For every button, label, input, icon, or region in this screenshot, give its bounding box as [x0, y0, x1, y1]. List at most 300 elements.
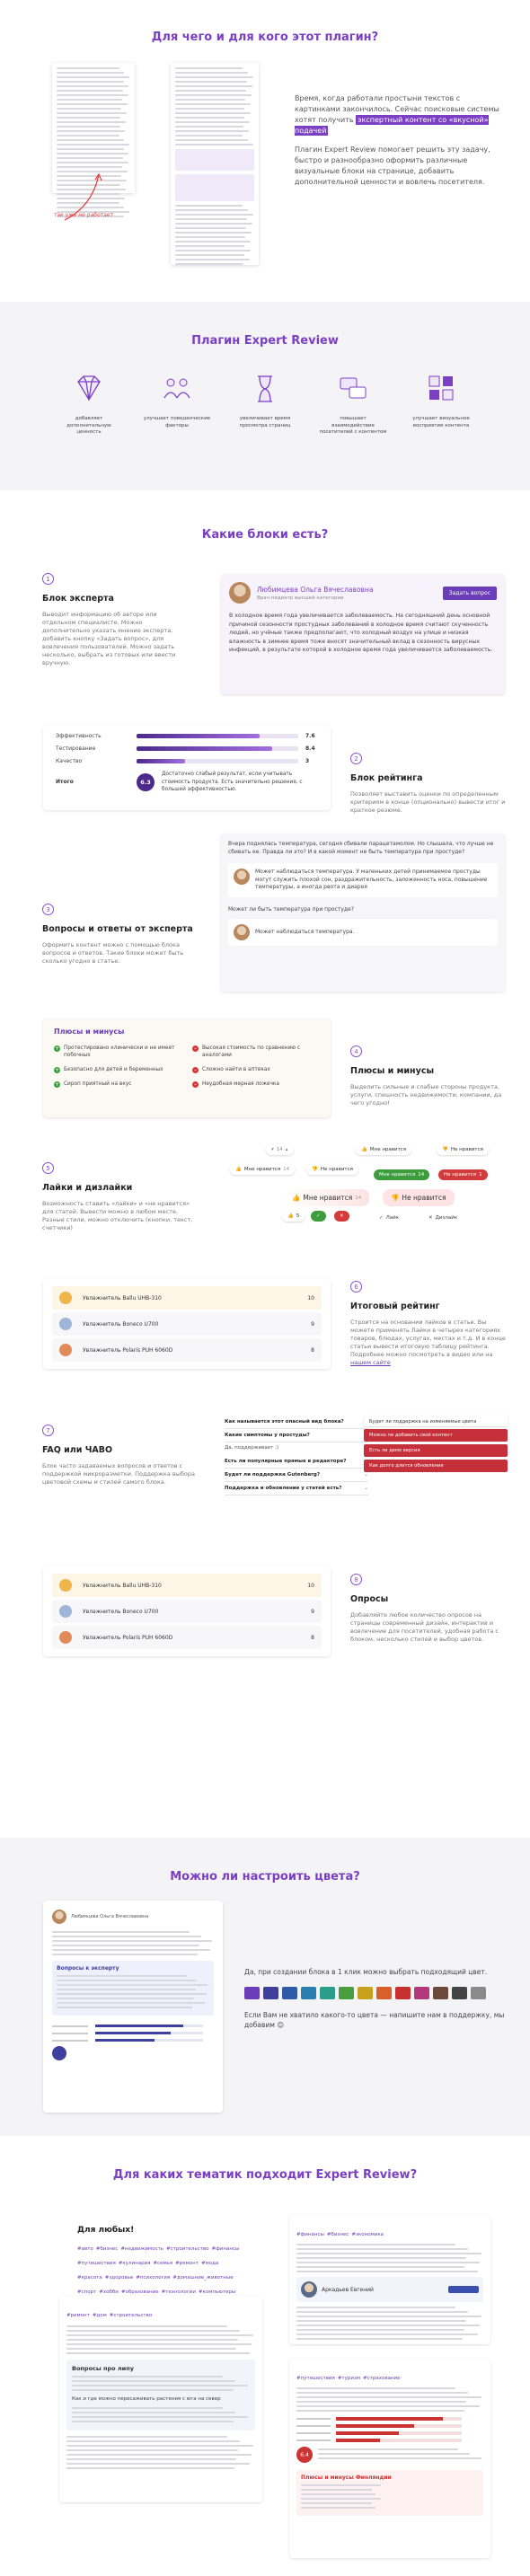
topic-tag[interactable]: #дом	[92, 2313, 107, 2318]
topic-tag[interactable]: #здоровье	[104, 2275, 134, 2280]
qa-card	[221, 834, 505, 992]
feature-label: повышает взаимодействие посетителей с контентом	[319, 416, 387, 435]
plus-item	[54, 1045, 180, 1059]
medal-icon	[59, 1631, 72, 1644]
review-value: 8.4	[305, 745, 315, 752]
topic-tag[interactable]: #домашние_животные	[172, 2275, 234, 2280]
like-button[interactable]	[374, 1169, 429, 1180]
text-line	[57, 1980, 197, 1981]
topic-tag[interactable]: #экономика	[351, 2232, 384, 2237]
item-name: Увлажнитель Polaris PUH 6060D	[83, 1346, 173, 1354]
color-swatch[interactable]	[301, 1987, 316, 1999]
dislike-button[interactable]: ✕	[334, 1211, 349, 1222]
text-line	[175, 245, 244, 247]
faq-item[interactable]	[225, 1416, 368, 1429]
thumbs-up-icon: 👍	[292, 1194, 301, 1202]
color-swatch[interactable]	[339, 1987, 354, 1999]
item-score: 8	[311, 1634, 314, 1641]
mini-bar-row	[52, 2032, 214, 2034]
like-count: 14	[283, 1167, 290, 1172]
faq-item[interactable]	[225, 1429, 368, 1442]
feature-label: добавляет дополнительную ценность	[66, 416, 111, 435]
text-line	[296, 2253, 481, 2254]
plus-icon: +	[54, 1067, 60, 1073]
text-line	[296, 2392, 468, 2394]
text-line	[57, 139, 124, 141]
mini-label	[296, 2425, 331, 2427]
section-title-colors: Можно ли настроить цвета?	[170, 1870, 360, 1883]
like-button[interactable]: ✓ Лайк	[379, 1215, 400, 1221]
dislike-button[interactable]	[437, 1144, 489, 1155]
text-line	[57, 94, 128, 96]
text-line	[296, 2257, 466, 2259]
faq-question: Можно ли добавить свой контент	[369, 1433, 453, 1438]
color-swatch[interactable]	[358, 1987, 373, 1999]
like-label: Мне нравится	[379, 1172, 416, 1178]
text-line	[175, 223, 252, 225]
minus-icon: –	[194, 1045, 197, 1052]
block-faq-info	[42, 1425, 195, 1486]
plus-text: Сироп приятный на вкус	[64, 1081, 132, 1087]
text-line	[66, 2445, 253, 2447]
topic-tag[interactable]: #технологии	[161, 2289, 196, 2295]
faq-question: Какие симптомы у простуды?	[225, 1433, 310, 1438]
plus-icon: +	[54, 1045, 60, 1052]
avatar	[229, 582, 251, 604]
text-line	[175, 205, 243, 207]
mini-bar-track	[336, 2417, 462, 2421]
pros-cons-title: Плюсы и минусы	[54, 1028, 125, 1036]
text-line	[57, 117, 120, 119]
text-line	[296, 2405, 480, 2407]
text-line	[57, 1998, 194, 1999]
topic-card-review	[289, 2359, 490, 2558]
topic-tag[interactable]: #финансы	[296, 2232, 324, 2237]
text-line	[57, 81, 124, 83]
faq-item[interactable]	[225, 1482, 368, 1495]
dislike-label: Не нравится	[402, 1194, 446, 1202]
review-bar-fill	[137, 759, 185, 763]
feature-list	[0, 373, 530, 437]
text-line	[57, 112, 127, 114]
text-line	[301, 2484, 381, 2486]
item-score: 10	[307, 1582, 314, 1589]
likes-demo	[230, 1144, 508, 1257]
mini-label	[52, 2033, 88, 2034]
plus-text: Протестировано клинически и не имеет побочных	[64, 1045, 175, 1058]
text-line	[175, 85, 252, 87]
color-swatch[interactable]	[244, 1987, 260, 1999]
review-bar-track	[137, 734, 298, 738]
text-line	[57, 1975, 187, 1977]
minus-text: Неудобная мерная ложечка	[202, 1081, 279, 1087]
text-line	[57, 1984, 208, 1986]
topic-tag[interactable]: #кулинария	[118, 2261, 151, 2266]
text-line	[175, 241, 251, 243]
faq-item[interactable]	[225, 1469, 368, 1482]
mini-label	[296, 2439, 331, 2441]
dislike-label: Не нравится	[450, 1147, 483, 1152]
rating-row[interactable]	[52, 1286, 322, 1310]
text-line	[66, 2454, 252, 2456]
faq-question: Будет ли поддержка на изменяемые цвета	[369, 1419, 477, 1425]
text-line	[296, 2244, 455, 2245]
mini-bar-fill	[336, 2439, 380, 2442]
minus-icon: –	[194, 1081, 197, 1088]
topic-tag[interactable]: #туризм	[337, 2376, 361, 2381]
text-line	[57, 153, 128, 154]
text-line	[175, 121, 250, 123]
expert-text: В холодное время года увеличивается заболеваемость. На сегодняшний день основной причиной сезонности простудных заболеваний в холодное время считают скученность людей, но учёные также предполагают, что холодный воздух на улице и низкая влажность в зимнее время тоже вносят значительный вклад в сезонность вирусных инфекций, в результате которой в холодное время года увеличивается заболеваемость.	[229, 613, 493, 653]
topic-card-qa	[59, 2296, 262, 2502]
text-line	[57, 1989, 196, 1990]
text-line	[57, 144, 129, 146]
block-polls-info	[350, 1574, 508, 1644]
dislike-button[interactable]	[438, 1169, 488, 1180]
dislike-label: Дизлайк	[435, 1215, 458, 1221]
mini-bar-track	[336, 2439, 462, 2442]
like-widget[interactable]: ▾ 14 ▴	[266, 1144, 294, 1155]
mini-bar-track	[95, 2032, 203, 2034]
feature-label: улучшает визуальное восприятие контента	[412, 416, 470, 428]
topic-tag[interactable]: #недвижимость	[120, 2246, 164, 2252]
review-row	[56, 733, 318, 739]
mini-bar-row	[52, 2025, 214, 2027]
text-line	[175, 214, 253, 216]
site-link[interactable]: нашем сайте	[350, 1359, 391, 1366]
review-label: Качество	[56, 758, 83, 764]
colors-paragraph-1: Да, при создании блока в 1 клик можно выбрать подходящий цвет.	[244, 1968, 488, 1976]
feature-label: улучшает поведенческие факторы	[143, 416, 211, 428]
text-line	[175, 209, 248, 211]
topic-tag[interactable]: #строительство	[166, 2246, 209, 2252]
rating-row[interactable]	[52, 1626, 322, 1649]
dislike-button[interactable]	[383, 1189, 455, 1206]
text-line	[66, 2449, 238, 2451]
block-likes-info	[42, 1162, 195, 1232]
rating-row[interactable]	[52, 1600, 322, 1623]
section-topics	[0, 2136, 530, 2576]
plus-item	[54, 1066, 180, 1073]
text-line	[296, 2316, 481, 2317]
text-line	[52, 1949, 210, 1951]
ask-question-button[interactable]	[448, 2286, 479, 2293]
colors-text	[244, 1968, 505, 2030]
text-line	[296, 2401, 466, 2403]
text-line	[66, 2436, 227, 2438]
text-line	[175, 81, 247, 83]
text-line	[66, 2330, 240, 2332]
who-paragraph-1: Время, когда работали простыни текстов с картинками закончилось. Сейчас поисковые системы хотят получить	[295, 94, 499, 124]
block-title: Лайки и дизлайки	[42, 1183, 133, 1193]
like-count: 5	[296, 1213, 300, 1219]
item-name: Увлажнитель Ballu UHB-310	[83, 1294, 162, 1301]
like-count: 14	[418, 1172, 425, 1178]
text-line	[57, 162, 128, 163]
chevron-down-icon: ⌄	[364, 1486, 368, 1491]
topic-tag[interactable]: #страхование	[363, 2376, 401, 2381]
who-paragraph-2: Плагин Expert Review помогает решить эту задачу, быстро и разнообразно оформить различные визуальные блоки на странице, добавить дополнительной ценности и вовлечь посетителя.	[295, 146, 490, 186]
review-row	[56, 745, 318, 752]
text-line	[66, 2334, 253, 2336]
section-title-topics: Для каких тематик подходит Expert Review?	[112, 2168, 418, 2182]
topic-tag[interactable]: #ремонт	[66, 2313, 90, 2318]
block-description: Позволяет выставить оценки по определенным критериям в конце (опционально) вывести итог и краткое резюме.	[350, 790, 506, 814]
text-line	[296, 2311, 468, 2313]
total-label: Итого	[56, 779, 74, 786]
topic-tag[interactable]: #семья	[153, 2261, 173, 2266]
mini-bar-track	[336, 2424, 462, 2428]
text-line	[175, 99, 245, 101]
minus-item	[192, 1045, 318, 1059]
answer-1: Может наблюдаться температура. У маленьких детей принимаемое простуды могут служить плохой сон, раздражительность, заложенность носа, повышение температуры, а иногда рвота и диарея	[255, 869, 488, 890]
thumbs-up-icon: 👍	[235, 1167, 242, 1172]
total-score: 6.4	[296, 2447, 313, 2463]
text-line	[175, 76, 253, 78]
doc-mockup-expert	[171, 63, 259, 265]
colors-paragraph-2: Если Вам не хватило какого-то цвета — напишите нам в поддержку, мы добавим 😊	[244, 2011, 505, 2029]
topic-tag[interactable]: #хобби	[99, 2289, 119, 2295]
color-swatch[interactable]	[414, 1987, 429, 1999]
dislike-label: Не нравится	[444, 1172, 477, 1178]
dislike-label: Не нравится	[320, 1167, 353, 1172]
text-line	[72, 2407, 223, 2409]
like-count: 14	[355, 1195, 362, 1201]
text-line	[72, 2380, 235, 2382]
text-line	[175, 232, 252, 234]
block-number: 3	[42, 904, 54, 915]
color-swatch[interactable]	[320, 1987, 335, 1999]
review-label: Эффективность	[56, 733, 102, 739]
topic-tag[interactable]: #бизнес	[95, 2246, 119, 2252]
topic-tag[interactable]: #бизнес	[326, 2232, 349, 2237]
topics-any-title: Для любых!	[77, 2226, 135, 2235]
text-line	[175, 263, 243, 265]
people-icon	[161, 373, 193, 409]
text-line	[175, 227, 246, 229]
color-swatch[interactable]	[282, 1987, 297, 1999]
avatar	[301, 2281, 317, 2298]
section-colors	[0, 1838, 530, 2136]
text-line	[318, 2453, 470, 2455]
expert-role: Врач-педиатр высшей категории	[257, 595, 344, 601]
review-bar-track	[137, 746, 298, 751]
like-label: Мне нравится	[369, 1147, 407, 1152]
rating-row[interactable]	[52, 1338, 322, 1362]
dislike-button[interactable]	[306, 1164, 358, 1175]
thumbs-down-icon: 👎	[391, 1194, 400, 1202]
topic-tag[interactable]: #психология	[136, 2275, 171, 2280]
like-button[interactable]	[230, 1164, 295, 1175]
text-line	[66, 2343, 252, 2345]
like-button[interactable]: ✓	[311, 1211, 326, 1222]
text-line	[72, 2389, 234, 2391]
text-line	[301, 2498, 381, 2500]
like-button[interactable]	[284, 1189, 369, 1206]
item-name: Увлажнитель Ballu UHB-310	[83, 1582, 162, 1589]
rating-desc-text: Строится на основании лайков в статье. Вы можете применять Лайки в четырех категориях товаров, блюдах, услугах, местах и т.д. И в конце статьи вывести итоговую таблицу рейтинга. Подробнее можно посмотреть в видео или на	[350, 1319, 506, 1358]
block-description: Добавляйте любое количество опросов на страницы современный дизайн, интерактив и вовлечение для посетителей, удобная работа с блоком, несколько стилей и выбор цветов.	[350, 1611, 499, 1643]
medal-icon	[59, 1292, 72, 1304]
mini-bar-row	[52, 2039, 214, 2042]
color-swatches	[244, 1987, 505, 1999]
mini-label	[52, 2040, 88, 2042]
faq-answer: Да, поддерживает :)	[225, 1445, 279, 1451]
faq-question: Будет ли поддержка Gutenberg?	[225, 1472, 321, 1478]
item-score: 8	[311, 1346, 314, 1354]
block-number: 2	[350, 753, 362, 764]
text-line	[57, 126, 120, 128]
text-line	[57, 130, 125, 132]
mini-bar-track	[336, 2431, 462, 2435]
topic-card-expert	[289, 2215, 490, 2344]
color-swatch[interactable]	[395, 1987, 411, 1999]
faq-item[interactable]	[364, 1429, 508, 1442]
text-line	[52, 1945, 199, 1946]
text-line	[72, 2421, 234, 2422]
avatar	[52, 1910, 66, 1924]
text-line	[66, 2467, 234, 2469]
topic-tag[interactable]: #финансы	[211, 2246, 240, 2252]
text-line	[296, 2387, 455, 2389]
topic-tag[interactable]: #компьютеры	[198, 2289, 236, 2295]
text-line	[57, 2002, 205, 2004]
medal-icon	[59, 1344, 72, 1356]
review-label: Тестирование	[56, 745, 96, 752]
topic-tag[interactable]: #красота	[77, 2275, 102, 2280]
like-button[interactable]	[356, 1144, 411, 1155]
block-title: Вопросы и ответы от эксперта	[42, 924, 193, 934]
color-swatch[interactable]	[376, 1987, 392, 1999]
text-line	[175, 103, 251, 105]
medal-icon	[59, 1605, 72, 1618]
rating-row[interactable]	[52, 1312, 322, 1336]
text-line	[175, 126, 243, 128]
review-bar-fill	[137, 746, 272, 751]
text-line	[57, 135, 119, 137]
who-text	[295, 93, 501, 188]
block-title: Итоговый рейтинг	[350, 1301, 440, 1311]
text-line	[296, 2325, 480, 2326]
text-line	[175, 90, 246, 92]
topic-tag[interactable]: #мода	[200, 2261, 219, 2266]
text-line	[296, 2307, 455, 2308]
review-bar-fill	[137, 734, 260, 738]
text-line	[57, 157, 123, 159]
who-highlight: экспертный контент со «вкусной» подачей	[295, 116, 489, 135]
rating-card	[43, 1279, 331, 1369]
text-line	[52, 1954, 198, 1955]
text-line	[175, 117, 244, 119]
blocks-icon	[425, 373, 457, 409]
topic-tag[interactable]: #строительство	[109, 2313, 153, 2318]
mini-bar-row	[296, 2431, 483, 2435]
faq-question: Есть ли популярные прямые в редакторе?	[225, 1459, 347, 1464]
mini-bar-fill	[336, 2431, 399, 2435]
topic-question: Как и где можно пересаживать растения с юга на север	[72, 2396, 221, 2402]
text-line	[52, 1931, 190, 1933]
pros-cons-card	[43, 1019, 331, 1117]
ask-question-button[interactable]: Задать вопрос	[443, 587, 497, 600]
block-description: Выделить сильные и слабые стороны продукта, услуги, спешность недвижимости, компании, да чего угодно!	[350, 1083, 502, 1107]
dislike-button[interactable]: ✕ Дизлайк	[428, 1215, 458, 1221]
color-swatch[interactable]	[433, 1987, 448, 1999]
text-line	[57, 166, 122, 168]
block-review-info	[350, 753, 508, 815]
topic-tag[interactable]: #авто	[77, 2246, 93, 2252]
text-line	[296, 2248, 468, 2250]
color-swatch[interactable]	[452, 1987, 467, 1999]
topic-tag[interactable]: #образование	[120, 2289, 159, 2295]
text-line	[66, 2440, 240, 2442]
faq-item[interactable]	[364, 1444, 508, 1457]
text-line	[175, 94, 252, 96]
section-who	[0, 0, 530, 262]
block-description	[350, 1319, 508, 1367]
text-line	[72, 2376, 223, 2378]
text-line	[296, 2266, 464, 2268]
topic-tag[interactable]: #спорт	[77, 2289, 97, 2295]
text-line	[57, 67, 119, 69]
mini-bar-track	[95, 2025, 203, 2027]
text-line	[175, 144, 253, 146]
topic-tag[interactable]: #ремонт	[175, 2261, 199, 2266]
color-swatch[interactable]	[471, 1987, 486, 1999]
text-line	[72, 2412, 235, 2413]
minus-item	[192, 1081, 318, 1088]
faq-item[interactable]	[364, 1460, 508, 1472]
like-button[interactable]: 👍 5	[282, 1211, 305, 1222]
block-rating-info	[350, 1281, 508, 1367]
item-score: 9	[311, 1608, 314, 1615]
review-value: 7.6	[305, 733, 315, 739]
review-summary: Достаточно слабый результат, если учитывать стоимость продукта. Есть значительно решения, с большей эффективностью.	[162, 772, 303, 792]
faq-question: Как долго длится обновление	[369, 1463, 444, 1469]
faq-item[interactable]	[225, 1455, 368, 1469]
text-line	[175, 250, 251, 251]
total-score	[52, 2046, 66, 2060]
mini-bar-fill	[336, 2424, 414, 2428]
rating-row[interactable]	[52, 1574, 322, 1597]
topic-tag[interactable]: #путешествия	[296, 2376, 335, 2381]
chevron-down-icon: ⌄	[364, 1472, 368, 1478]
block-qa-info	[42, 904, 195, 966]
section-title-plugin: Плагин Expert Review	[191, 334, 339, 348]
text-line	[57, 108, 121, 110]
color-swatch[interactable]	[263, 1987, 278, 1999]
text-line	[296, 2338, 463, 2340]
text-line	[57, 2007, 192, 2008]
block-number: 4	[350, 1045, 362, 1057]
mini-expert-name: Любимцева Ольга Вячеславовна	[71, 1914, 149, 1919]
poll-card	[43, 1566, 331, 1656]
feature-item	[230, 373, 300, 437]
block-number: 1	[42, 573, 54, 585]
section-blocks	[0, 490, 530, 1838]
faq-item[interactable]	[364, 1416, 508, 1426]
topic-tag[interactable]: #путешествия	[77, 2261, 116, 2266]
block-title: Блок рейтинга	[350, 773, 423, 783]
block-description: Выводит информацию об авторе или отдельном специалисте. Можно дополнительно указать мнение эксперта, добавить кнопку «Задать вопрос», для вовлечения пользователей. Можно задать несколько, выбрать из готовых или ввести вручную.	[42, 611, 176, 666]
like-label: Лайк	[385, 1215, 400, 1221]
item-score: 9	[311, 1320, 314, 1328]
mini-bar-row	[296, 2417, 483, 2421]
feature-item	[142, 373, 212, 437]
mini-label	[296, 2418, 331, 2420]
minus-text: Сложно найти в аптеках	[202, 1067, 270, 1072]
text-line	[66, 2339, 238, 2341]
text-line	[175, 259, 250, 260]
